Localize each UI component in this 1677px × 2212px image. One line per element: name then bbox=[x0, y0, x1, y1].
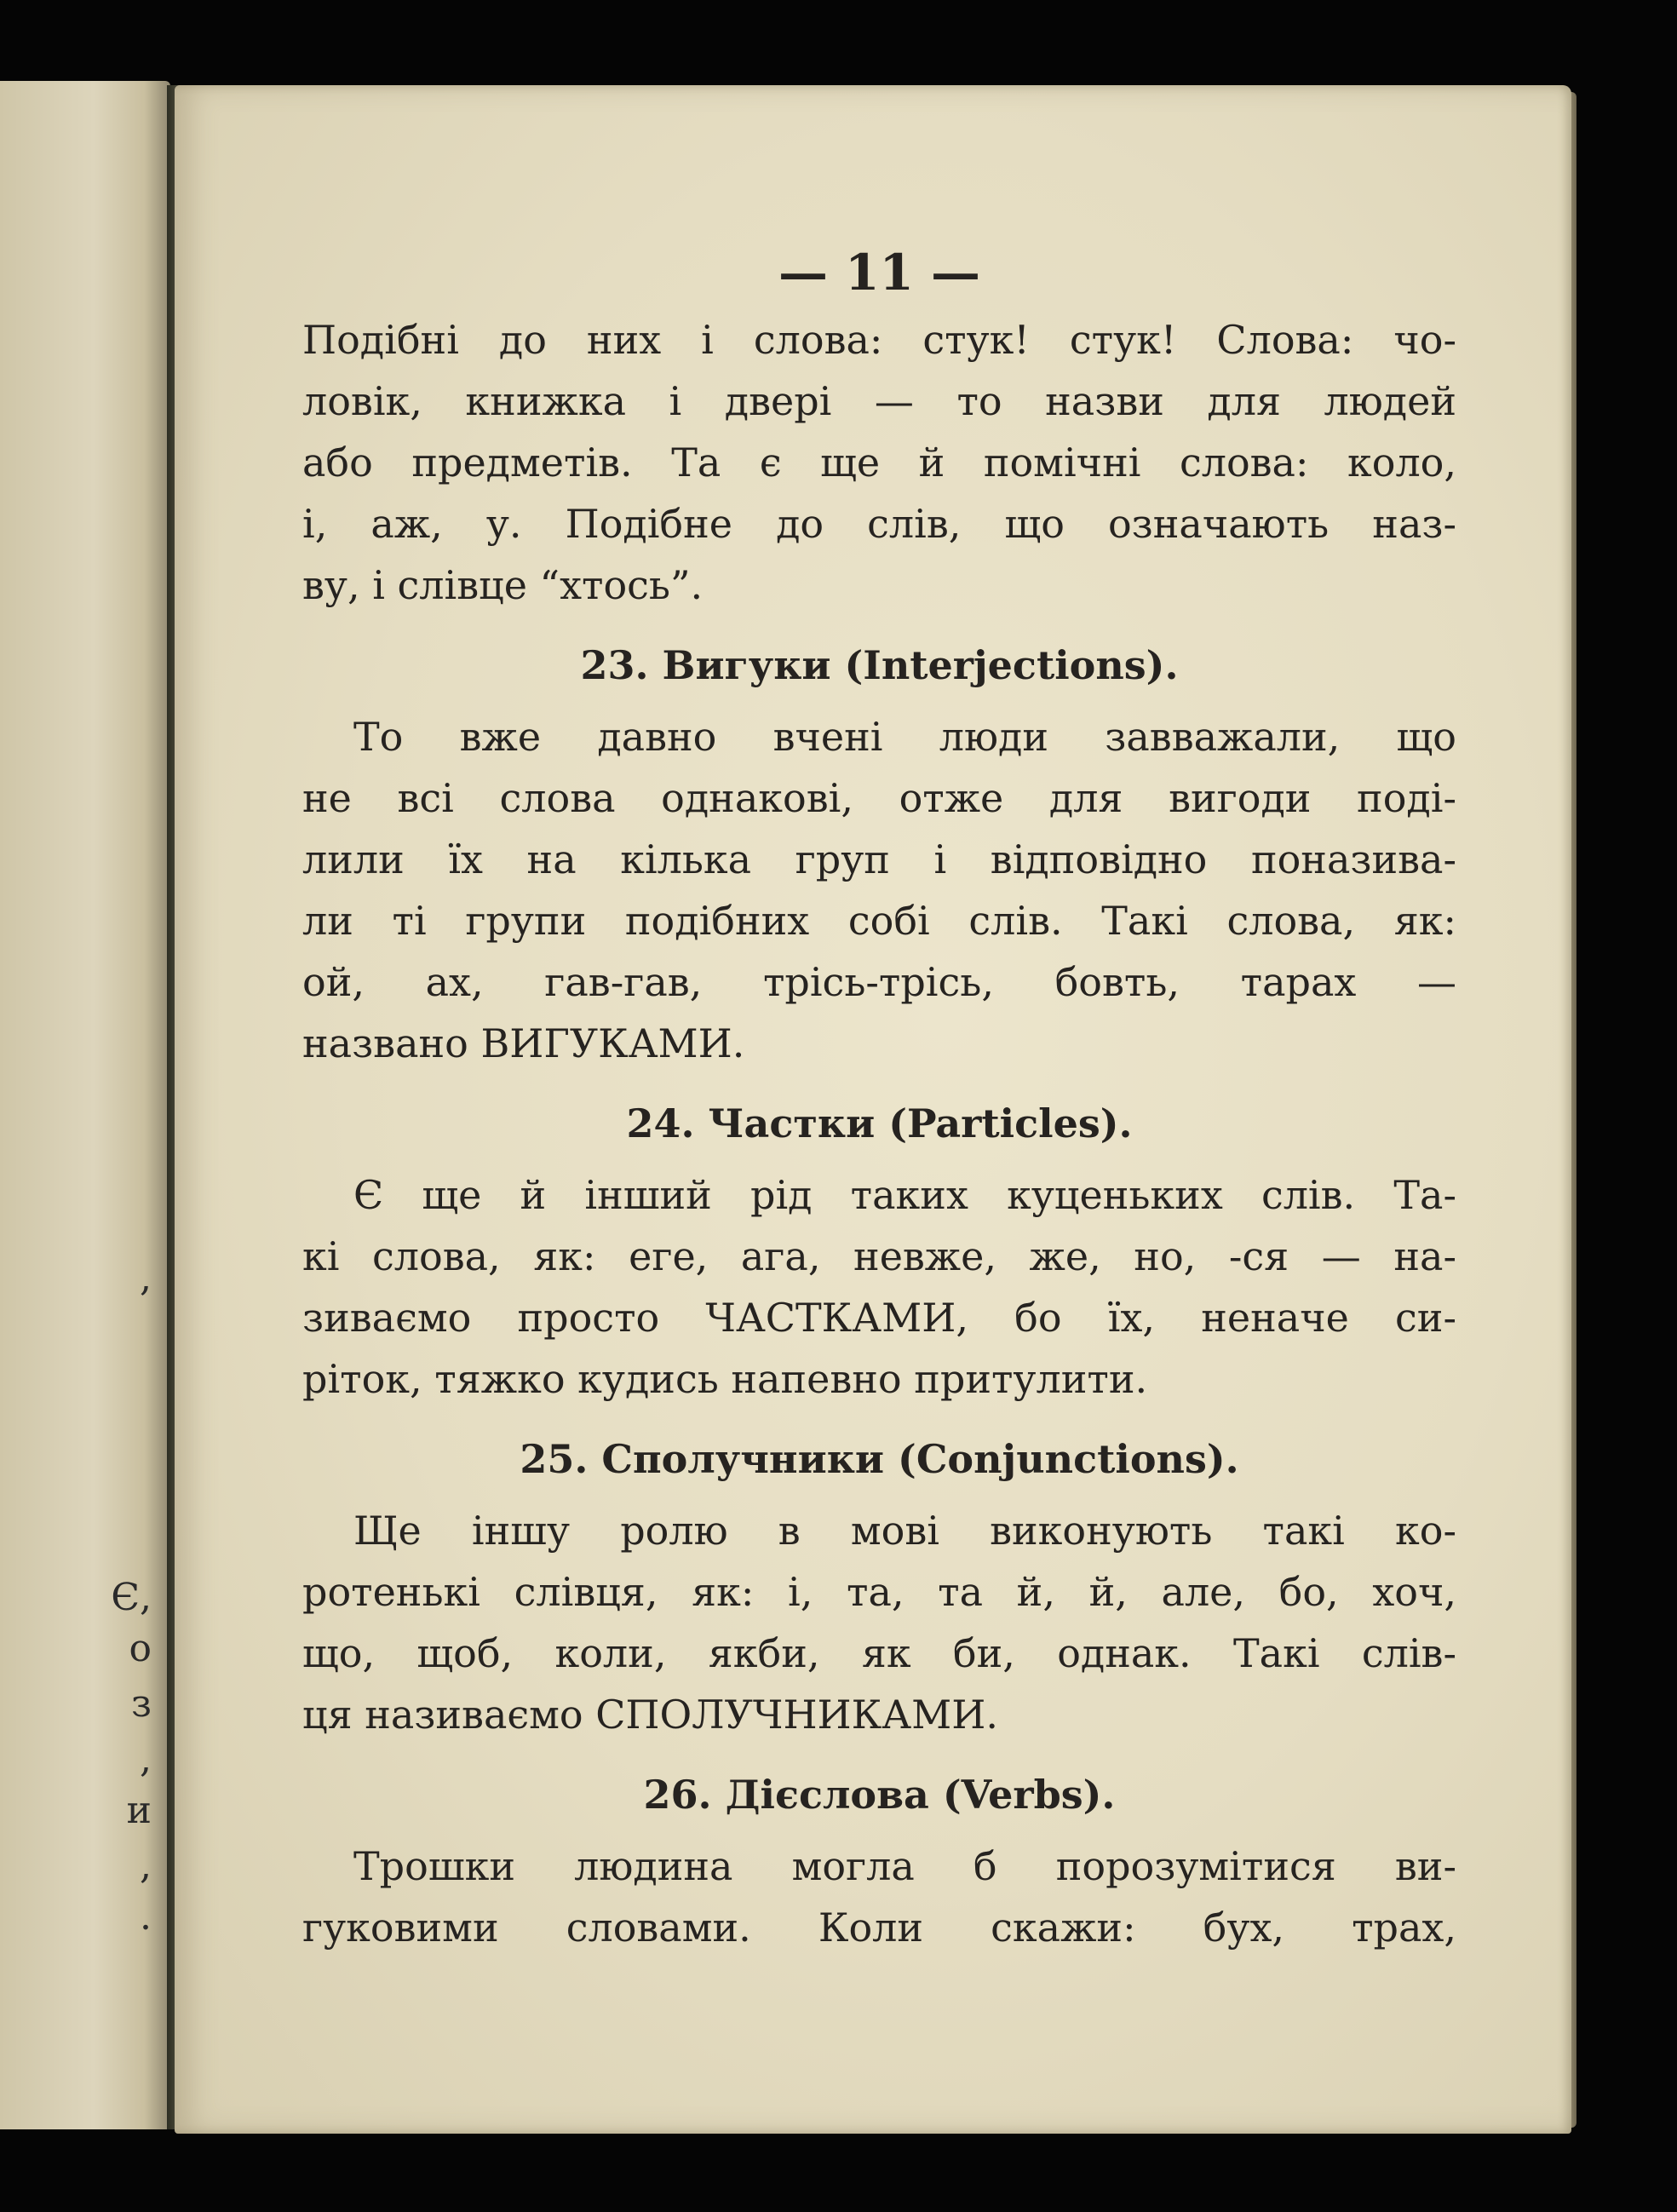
edge-mark: з bbox=[131, 1682, 152, 1726]
text-line: ріток, тяжко кудись напевно притулити. bbox=[302, 1356, 1148, 1402]
section-heading-conjunctions: 25. Сполучники (Conjunctions). bbox=[520, 1436, 1239, 1482]
paragraph-conjunctions bbox=[302, 1500, 1456, 1745]
paragraph-verbs bbox=[302, 1836, 1456, 1958]
text-line: або предметів. Та є ще й помічні слова: коло, bbox=[302, 440, 1456, 485]
text-line: зиваємо просто ЧАСТКАМИ, бо їх, неначе си- bbox=[302, 1295, 1456, 1341]
paragraph-intro bbox=[302, 309, 1456, 616]
page-number: — 11 — bbox=[778, 244, 981, 302]
text-line: ли ті групи подібних собі слів. Такі слова, як: bbox=[302, 898, 1456, 944]
text-line: лили їх на кілька груп і відповідно поназива- bbox=[302, 836, 1456, 882]
left-page-edge-text bbox=[111, 81, 152, 2129]
section-heading-verbs: 26. Дієслова (Verbs). bbox=[643, 1772, 1116, 1818]
text-line: гуковими словами. Коли скажи: бух, трах, bbox=[302, 1905, 1456, 1951]
section-heading-interjections: 23. Вигуки (Interjections). bbox=[580, 642, 1179, 688]
text-line: ловік, книжка і двері — то назви для людей bbox=[302, 378, 1456, 424]
page-text bbox=[302, 243, 1456, 1958]
paragraph-particles bbox=[302, 1164, 1456, 1410]
right-page bbox=[175, 85, 1571, 2134]
paragraph-interjections bbox=[302, 706, 1456, 1074]
text-line: То вже давно вчені люди завважали, що bbox=[353, 714, 1456, 760]
text-line: Трошки людина могла б порозумітися ви- bbox=[353, 1843, 1456, 1889]
text-line: Ще іншу ролю в мові виконують такі ко- bbox=[353, 1508, 1456, 1554]
text-line: ой, ах, гав-гав, трісь-трісь, бовть, тарах — bbox=[302, 959, 1456, 1005]
text-line: кі слова, як: еге, ага, невже, же, но, -ся — на- bbox=[302, 1233, 1456, 1279]
edge-mark: о bbox=[129, 1627, 152, 1670]
text-line: ву, і слівце “хтось”. bbox=[302, 562, 704, 608]
text-line: названо ВИГУКАМИ. bbox=[302, 1020, 745, 1066]
text-line: ця називаємо СПОЛУЧНИКАМИ. bbox=[302, 1692, 998, 1738]
edge-mark: , bbox=[140, 1844, 152, 1887]
text-line: Є ще й інший рід таких куценьких слів. Та- bbox=[353, 1172, 1456, 1218]
text-line: і, аж, у. Подібне до слів, що означають наз- bbox=[302, 501, 1456, 547]
left-page bbox=[0, 81, 170, 2129]
section-heading-particles: 24. Частки (Particles). bbox=[626, 1100, 1133, 1146]
text-line: Подібні до них і слова: стук! стук! Слова: чо- bbox=[302, 317, 1456, 363]
edge-mark: , bbox=[140, 1738, 152, 1781]
edge-mark: и bbox=[126, 1789, 152, 1832]
edge-mark: . bbox=[140, 1895, 152, 1939]
edge-mark: Є, bbox=[111, 1576, 152, 1619]
text-line: не всі слова однакові, отже для вигоди поді- bbox=[302, 775, 1456, 821]
edge-mark: , bbox=[140, 1256, 152, 1300]
text-line: ротенькі слівця, як: і, та, та й, й, але, бо, хоч, bbox=[302, 1569, 1456, 1615]
text-line: що, щоб, коли, якби, як би, однак. Такі слів- bbox=[302, 1630, 1456, 1676]
